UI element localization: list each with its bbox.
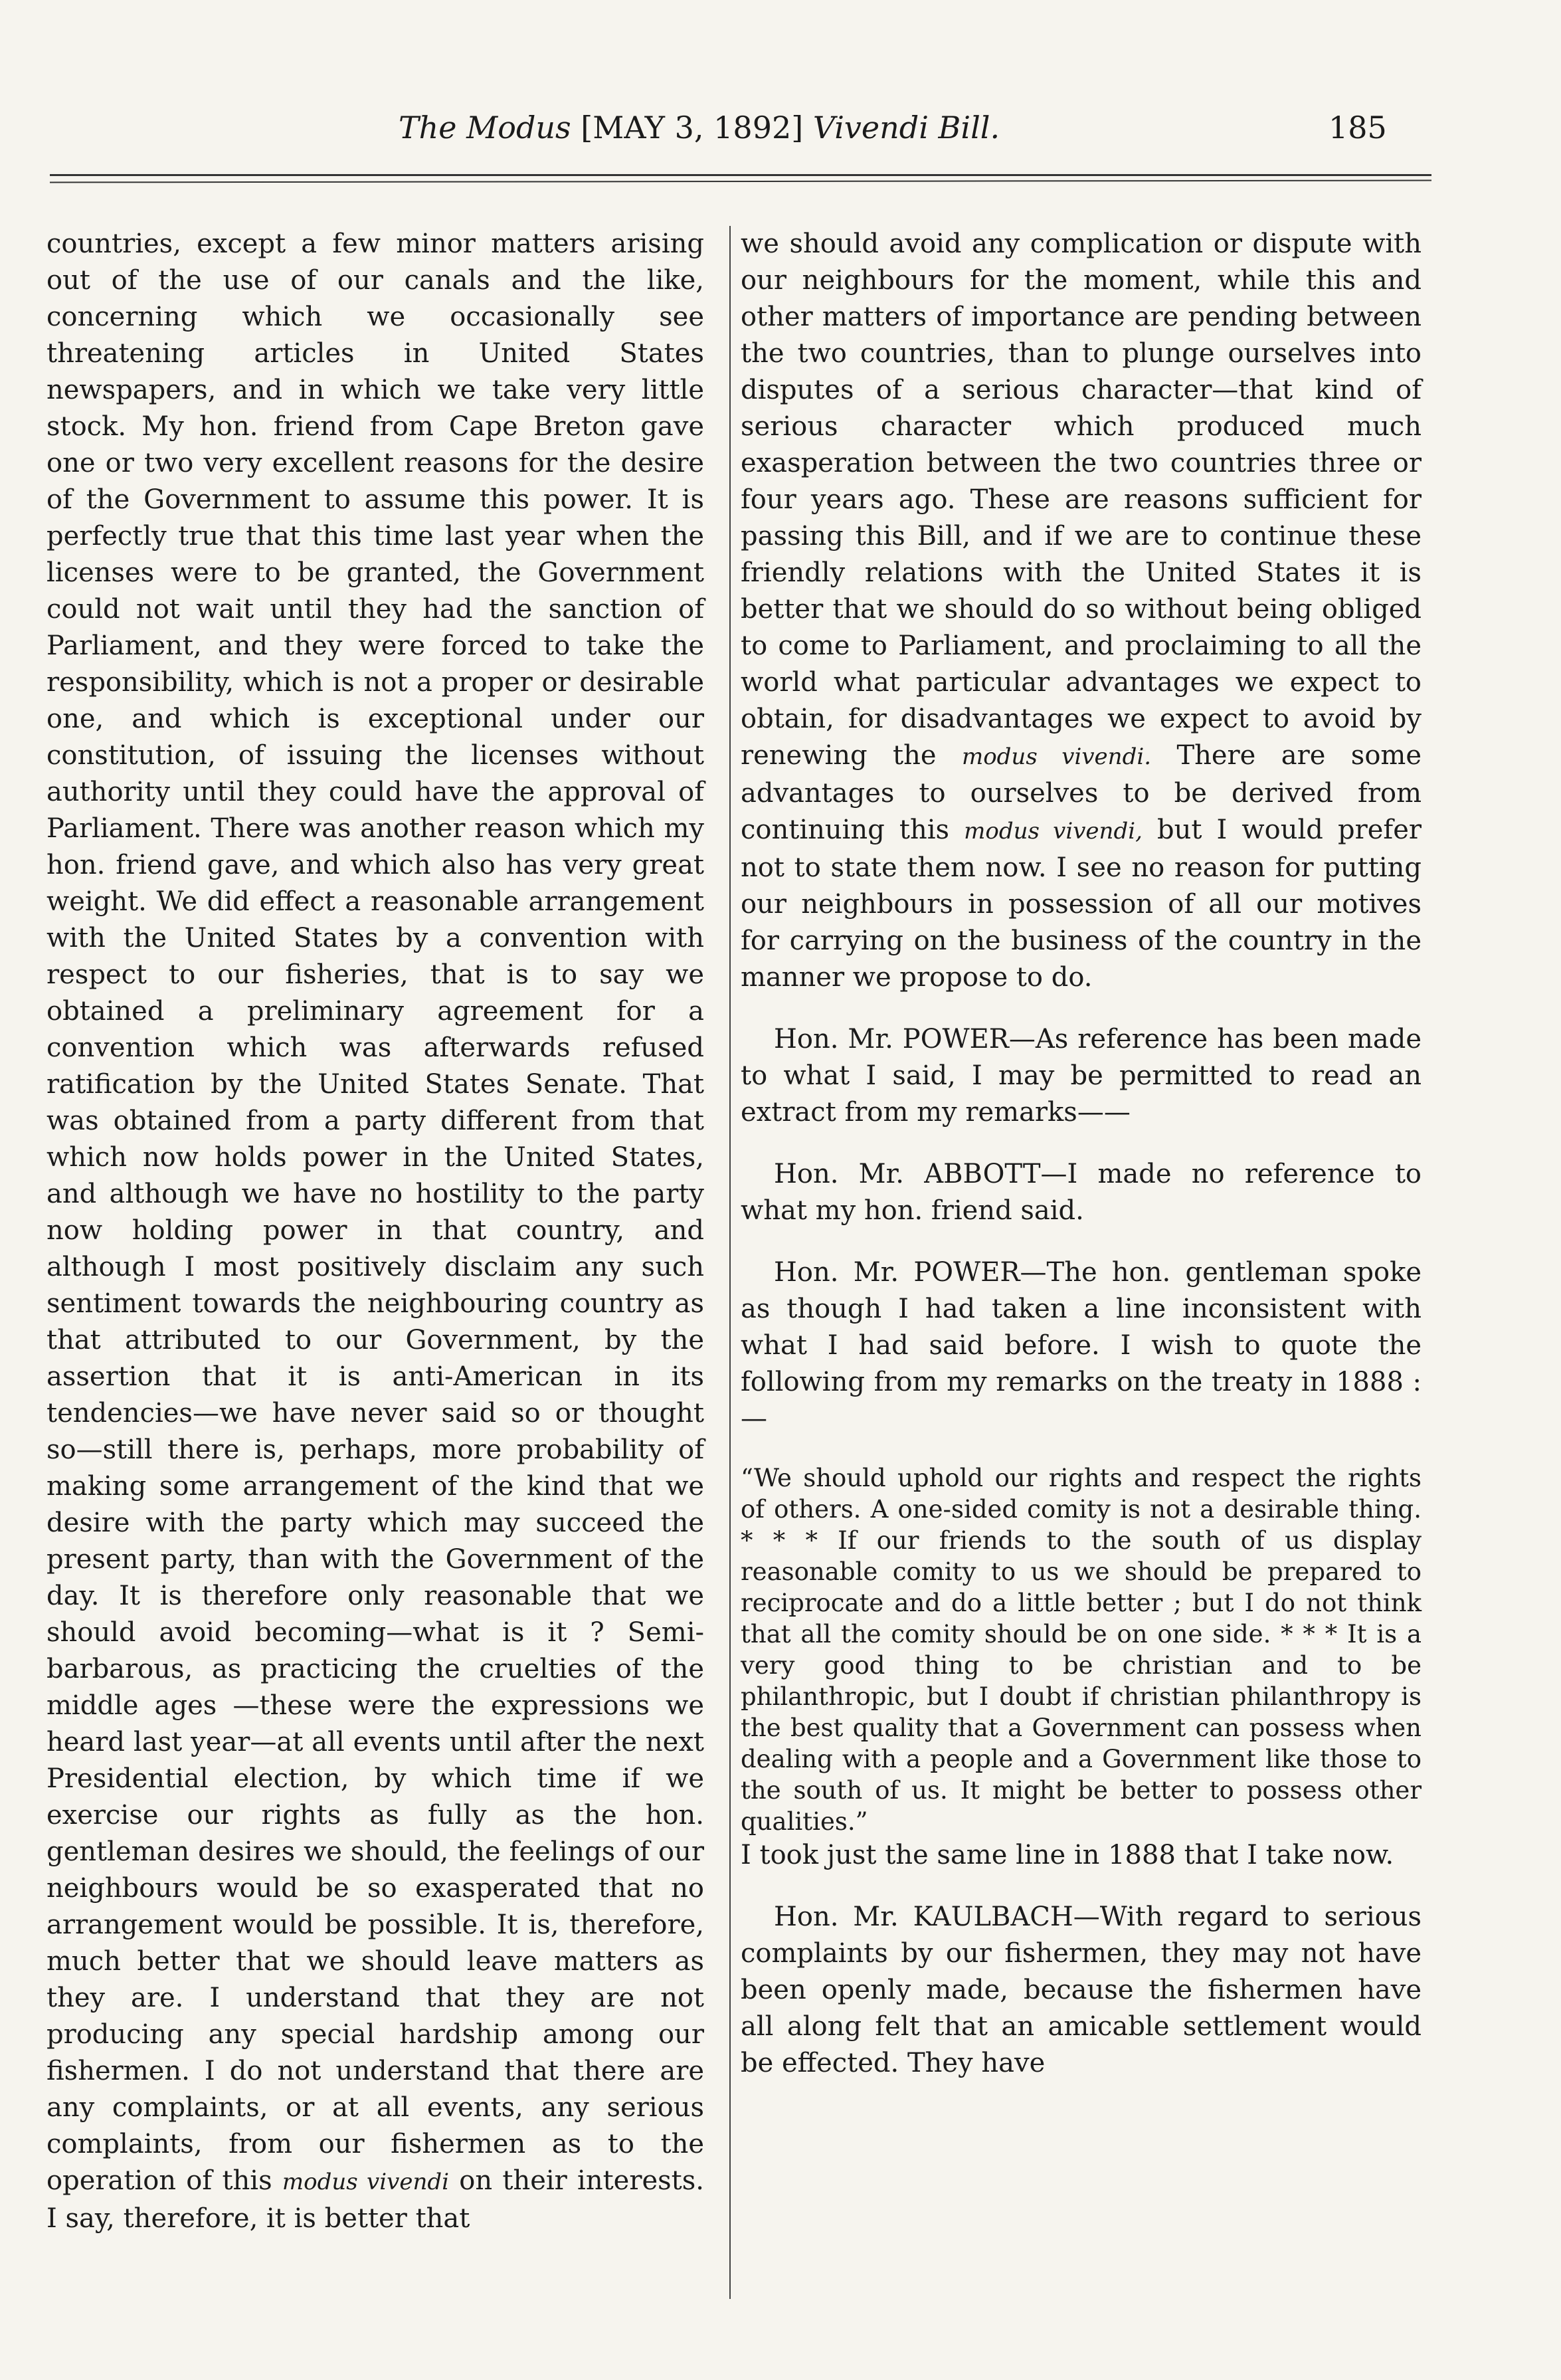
column-divider — [729, 226, 731, 2299]
left-column — [46, 226, 704, 2237]
abbott-text-e: but I would prefer not to state them now. I see no reason for putting our neighbours in possession of all our motives for carrying on the business of the country in the manner we propose to do. — [741, 815, 1422, 993]
kaulbach-paragraph: Hon. Mr. KAULBACH—With regard to serious complaints by our fishermen, they may not have been openly made, because the fishermen have all along felt that an amicable settlement would be effected. They have — [741, 1902, 1422, 2078]
modus-vivendi-italic: modus vivendi. — [961, 744, 1152, 770]
modus-vivendi-italic: modus vivendi, — [964, 818, 1143, 844]
power-quote-intro-paragraph: Hon. Mr. POWER—The hon. gentleman spoke as though I had taken a line inconsistent with what I had said before. I wish to quote the following from my remarks on the treaty in 1888 :— — [741, 1257, 1422, 1434]
header-title-part2: Vivendi Bill. — [812, 110, 1000, 146]
quoted-remarks-1888: “We should uphold our rights and respect the rights of others. A one-sided comity is not a desirable thing. * * * If our friends to the south of us display reasonable comity to us we should be prepared to reciprocate and do a little better ; but I do not think that all the comity should be on one side. * * * It is a very good thing to be christian and to be philanthropic, but I doubt if christian philanthropy is the best quality that a Government can possess when dealing with a people and a Government like those to the south of us. It might be better to possess other qualities.” — [741, 1464, 1422, 1836]
abbott-reply-paragraph: Hon. Mr. ABBOTT—I made no reference to what my hon. friend said. — [741, 1159, 1422, 1226]
running-header — [399, 110, 1196, 156]
modus-vivendi-italic: modus vivendi — [282, 2169, 449, 2195]
header-date: [MAY 3, 1892] — [581, 110, 804, 146]
abbott-text-a: countries, except a few minor matters arising out of the use of our canals and the like, concerning which we occasionally see threatening articles in United States newspapers, and in which we take very little stock. My hon. friend from Cape Breton gave one or two very excellent reasons for the desire of the Government to assume this power. It is perfectly true that this time last year when the licenses were to be granted, the Government could not wait until they had the sanction of Parliament, and they were forced to take the responsibility, which is not a proper or desirable one, and which is exceptional under our constitution, of issuing the licenses without authority until they could have the approval of Parliament. There was another reason which my hon. friend gave, and which also has very great weight. We did effect a reasonable arrangement with the United States by a convention with respect to our fisheries, that is to say we obtained a preliminary agreement for a convention which was afterwards refused ratification by the United States Senate. That was obtained from a party different from that which now holds power in the United States, and although we have no hostility to the party now holding power in that country, and although I most positively disclaim any such sentiment towards the neighbouring country as that attributed to our Government, by the assertion that it is anti-American in its tendencies—we have never said so or thought so—still there is, perhaps, more probability of making some arrangement of the kind that we desire with the party which may succeed the present party, than with the Government of the day. It is therefore only reasonable that we should avoid becoming—what is it ? Semi-barbarous, as practicing the cruelties of the middle ages —these were the expressions we heard last year—at all events until after the next Presidential election, by which time if we exercise our rights as fully as the hon. gentleman desires we should, the feelings of our neighbours would be so exasperated that no arrangement would be possible. It is, therefore, much better that we should leave matters as they are. I understand that they are not producing any special hardship among our fishermen. I do not understand that there are any complaints, or at all events, any serious complaints, from our fishermen as to the operation of this — [46, 229, 704, 2196]
power-reply-paragraph: Hon. Mr. POWER—As reference has been made to what I said, I may be permitted to read an extract from my remarks—— — [741, 1024, 1422, 1128]
abbott-speech-end — [741, 226, 1422, 996]
header-rule-top — [50, 174, 1431, 176]
abbott-speech-continued — [46, 226, 704, 2237]
abbott-text-d: There are some advantages to ourselves to be derived from continuing this — [741, 740, 1422, 845]
abbott-text-c: we should avoid any complication or dispute with our neighbours for the moment, while this and other matters of importance are pending between the two countries, than to plunge ourselves into disputes of a serious character—that kind of serious character which produced much exasperation between the two countries three or four years ago. These are reasons sufficient for passing this Bill, and if we are to continue these friendly relations with the United States it is better that we should do so without being obliged to come to Parliament, and proclaiming to all the world what particular advantages we expect to obtain, for disadvantages we expect to avoid by renewing the — [741, 229, 1422, 771]
page-number: 185 — [1329, 110, 1387, 146]
abbott-text-b: on their interests. I say, therefore, it is better that — [46, 2165, 704, 2234]
header-rule-bottom — [50, 180, 1431, 183]
header-title-part1: The Modus — [399, 110, 571, 146]
right-column — [741, 226, 1422, 2107]
power-closing-paragraph: I took just the same line in 1888 that I take now. — [741, 1840, 1394, 1870]
